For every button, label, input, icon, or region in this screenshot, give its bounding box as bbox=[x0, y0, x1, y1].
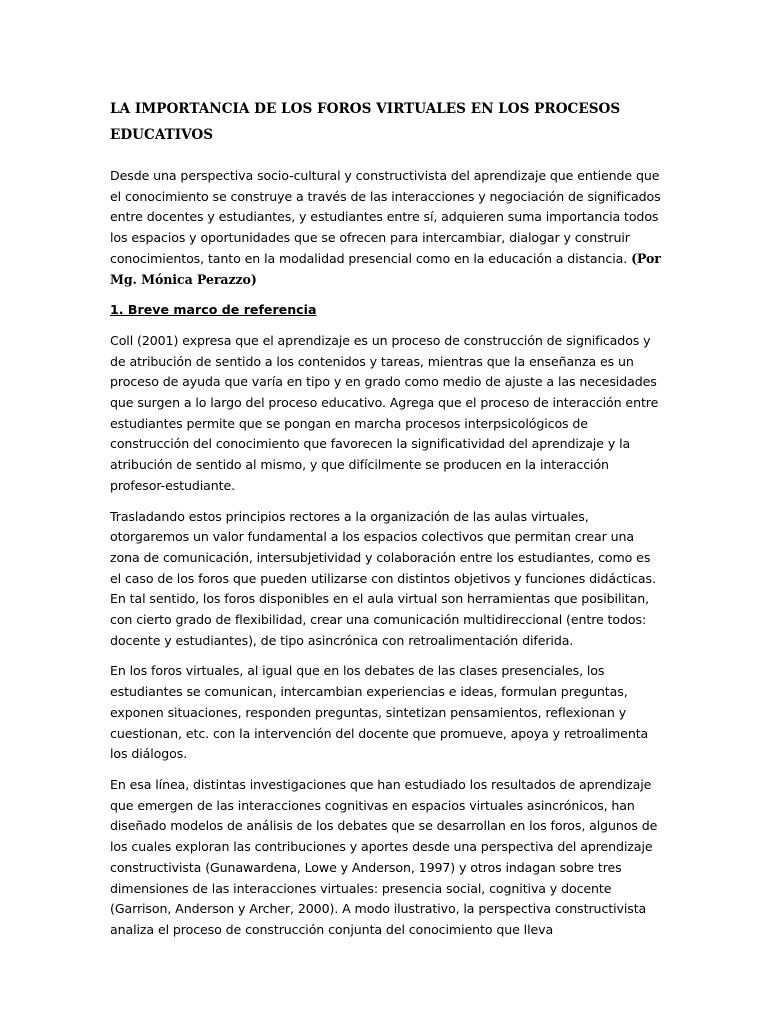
body-paragraph-1: Coll (2001) expresa que el aprendizaje es un proceso de construcción de significados y de atribución de sentido a los contenidos y tareas, mientras que la enseñanza es un proceso de ayuda que varía en tipo y en grado como medio de ajuste a las necesidades que surgen a lo largo del proceso educativo. Agrega que el proceso de interacción entre estudiantes permite que se pongan en marcha procesos interpsicológicos de construcción del conocimiento que favorecen la significatividad del aprendizaje y la atribución de sentido al mismo, y que difícilmente se producen en la interacción profesor-estudiante. bbox=[110, 332, 659, 493]
body-paragraph-3: En los foros virtuales, al igual que en los debates de las clases presenciales, los estudiantes se comunican, intercambian experiencias e ideas, formulan preguntas, exponen situaciones, responden preguntas, sintetizan pensamientos, reflexionan y cuestionan, etc. con la intervención del docente que promueve, apoya y retroalimenta los diálogos. bbox=[110, 663, 649, 762]
body-paragraph-2: Trasladando estos principios rectores a la organización de las aulas virtuales, otorgaremos un valor fundamental a los espacios colectivos que permitan crear una zona de comunicación, intersubjetividad y colaboración entre los estudiantes, como es el caso de los foros que pueden utilizarse con distintos objetivos y funciones didácticas. En tal sentido, los foros disponibles en el aula virtual son herramientas que posibilitan, con cierto grado de flexibilidad, crear una comunicación multidireccional (entre todos: docente y estudiantes), de tipo asincrónica con retroalimentación diferida. bbox=[110, 508, 656, 648]
document-body bbox=[110, 96, 662, 951]
intro-paragraph bbox=[110, 166, 662, 290]
intro-text: Desde una perspectiva socio-cultural y constructivista del aprendizaje que entiende que el conocimiento se construye a través de las interacciones y negociación de significados entre docentes y estudiantes, y estudiantes entre sí, adquieren suma importancia todos los espacios y oportunidades que se ofrecen para intercambiar, dialogar y construir conocimientos, tanto en la modalidad presencial como en la educación a distancia. bbox=[110, 168, 661, 266]
body-paragraph-4: En esa línea, distintas investigaciones que han estudiado los resultados de aprendizaje que emergen de las interacciones cognitivas en espacios virtuales asincrónicos, han diseñado modelos de análisis de los debates que se desarrollan en los foros, algunos de los cuales exploran las contribuciones y aportes desde una perspectiva del aprendizaje constructivista (Gunawardena, Lowe y Anderson, 1997) y otros indagan sobre tres dimensiones de las interacciones virtuales: presencia social, cognitiva y docente (Garrison, Anderson y Archer, 2000). A modo ilustrativo, la perspectiva constructivista analiza el proceso de construcción conjunta del conocimiento que lleva bbox=[110, 776, 658, 937]
author-credit: (Por Mg. Mónica Perazzo) bbox=[110, 250, 661, 287]
section-heading: 1. Breve marco de referencia bbox=[110, 302, 317, 318]
document-title: LA IMPORTANCIA DE LOS FOROS VIRTUALES EN LOS PROCESOS EDUCATIVOS bbox=[110, 101, 621, 143]
